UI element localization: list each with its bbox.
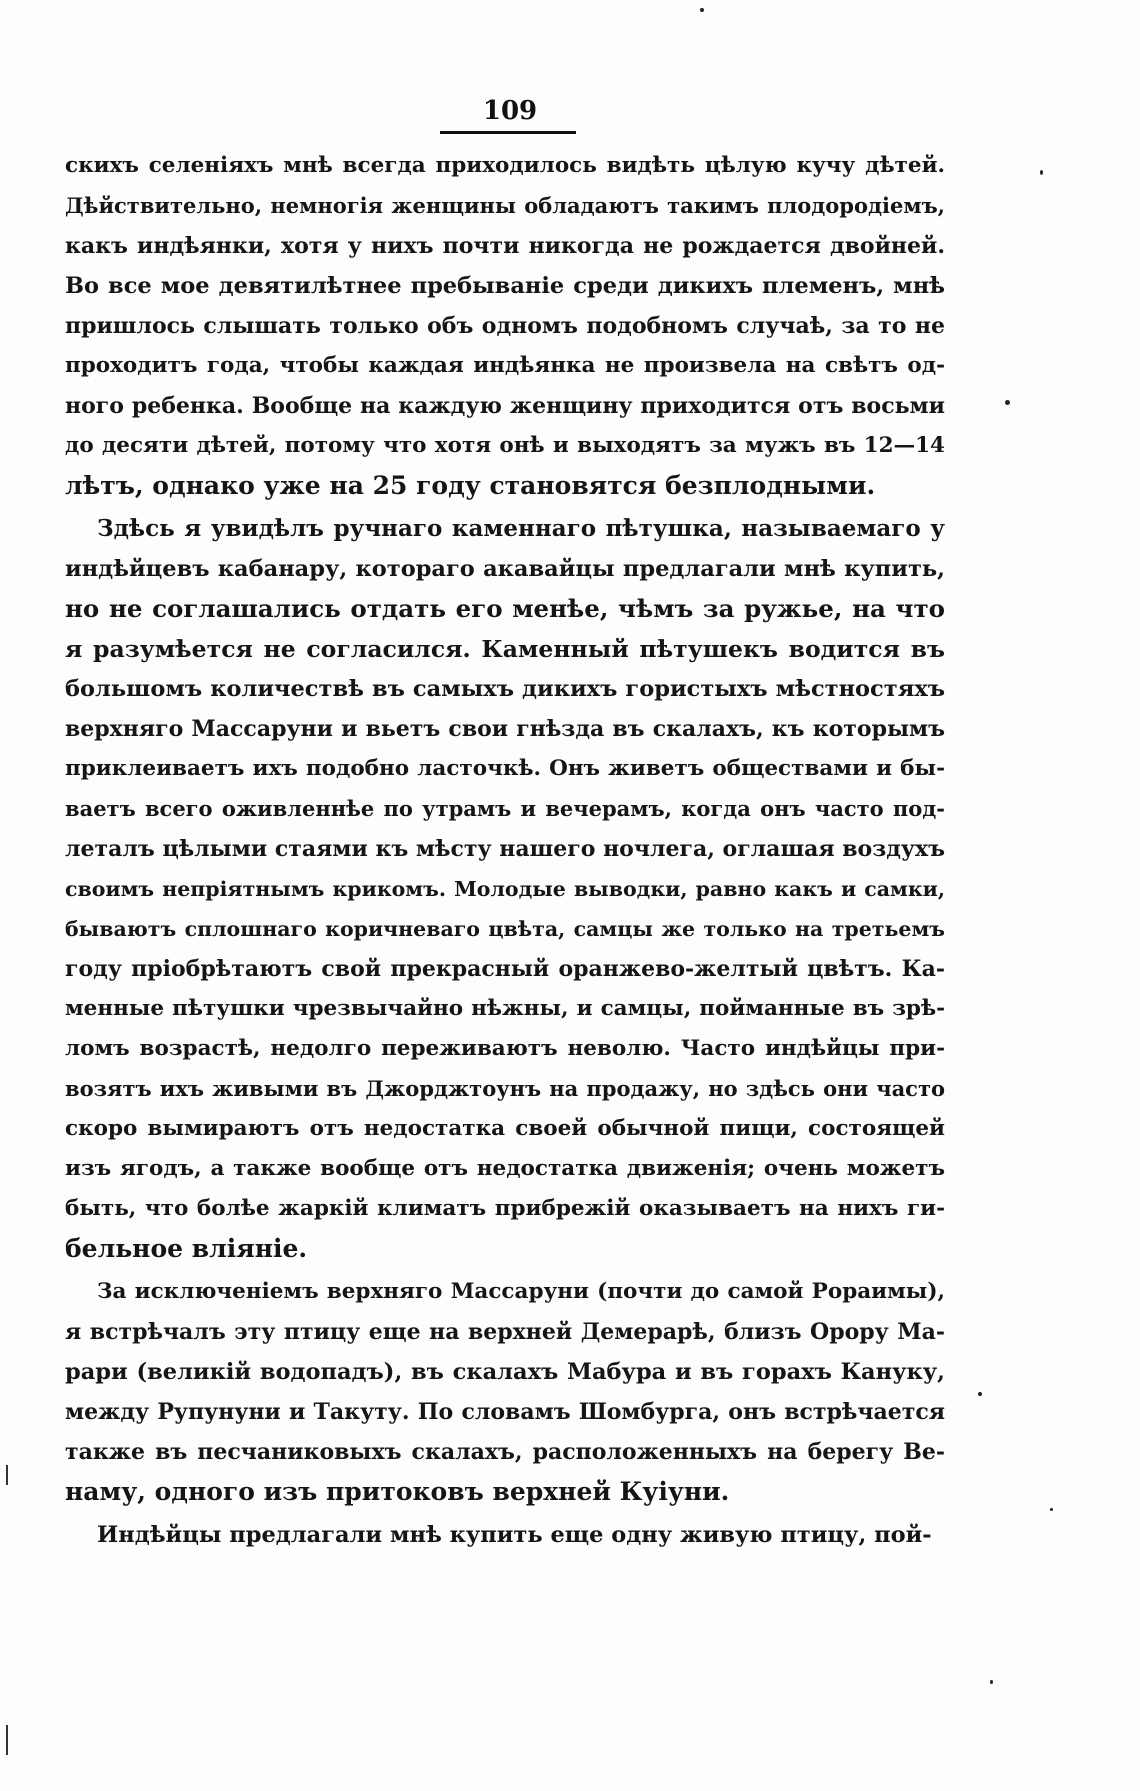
scan-speck bbox=[990, 1680, 993, 1684]
text-line: менные пѣтушки чрезвычайно нѣжны, и самцы, пойманные въ зрѣ- bbox=[65, 996, 945, 1021]
text-line: я встрѣчалъ эту птицу еще на верхней Демерарѣ, близъ Орору Ма- bbox=[65, 1319, 945, 1345]
text-line: верхняго Массаруни и вьетъ свои гнѣзда въ скалахъ, къ которымъ bbox=[65, 716, 945, 742]
text-line: возятъ ихъ живыми въ Джорджтоунъ на продажу, но здѣсь они часто bbox=[65, 1076, 945, 1101]
text-line: индѣйцевъ кабанару, котораго акавайцы предлагали мнѣ купить, bbox=[65, 556, 945, 582]
text-line: быть, что болѣе жаркій климатъ прибрежій оказываетъ на нихъ ги- bbox=[65, 1196, 945, 1221]
scan-speck bbox=[1040, 170, 1043, 175]
text-line: какъ индѣянки, хотя у нихъ почти никогда не рождается двойней. bbox=[65, 233, 945, 259]
text-line: проходитъ года, чтобы каждая индѣянка не произвела на свѣтъ од- bbox=[65, 353, 945, 378]
text-line: ваетъ всего оживленнѣе по утрамъ и вечерамъ, когда онъ часто под- bbox=[65, 796, 945, 821]
text-line: ного ребенка. Вообще на каждую женщину приходится отъ восьми bbox=[65, 393, 945, 419]
scan-speck bbox=[1005, 400, 1010, 405]
text-line: Во все мое девятилѣтнее пребываніе среди дикихъ племенъ, мнѣ bbox=[65, 273, 945, 299]
scan-edge-mark bbox=[6, 1725, 8, 1755]
text-line: За исключеніемъ верхняго Массаруни (почти до самой Рораимы), bbox=[97, 1279, 945, 1304]
text-line: скоро вымираютъ отъ недостатка своей обычной пищи, состоящей bbox=[65, 1116, 945, 1141]
text-line: пришлось слышать только объ одномъ подобномъ случаѣ, за то не bbox=[65, 313, 945, 339]
text-line: скихъ селеніяхъ мнѣ всегда приходилось видѣть цѣлую кучу дѣтей. bbox=[65, 153, 945, 178]
text-line: приклеиваетъ ихъ подобно ласточкѣ. Онъ живетъ обществами и бы- bbox=[65, 756, 945, 781]
text-line: бельное вліяніе. bbox=[65, 1234, 308, 1263]
scan-speck bbox=[700, 8, 704, 12]
scan-speck bbox=[1050, 1508, 1053, 1511]
text-line: ломъ возрастѣ, недолго переживаютъ неволю. Часто индѣйцы при- bbox=[65, 1036, 945, 1061]
scan-speck bbox=[978, 1392, 982, 1396]
body-text bbox=[65, 146, 945, 1555]
text-line: я разумѣется не согласился. Каменный пѣтушекъ водится въ bbox=[65, 635, 945, 663]
text-line: изъ ягодъ, а также вообще отъ недостатка движенія; очень можетъ bbox=[65, 1156, 945, 1181]
text-line: году пріобрѣтаютъ свой прекрасный оранжево-желтый цвѣтъ. Ка- bbox=[65, 956, 945, 982]
text-line: наму, одного изъ притоковъ верхней Куіуни. bbox=[65, 1477, 730, 1506]
text-line: своимъ непріятнымъ крикомъ. Молодые выводки, равно какъ и самки, bbox=[65, 877, 945, 901]
text-line: Индѣйцы предлагали мнѣ купить еще одну живую птицу, пой- bbox=[97, 1522, 932, 1548]
page-number: 109 bbox=[482, 96, 538, 126]
text-line: бываютъ сплошнаго коричневаго цвѣта, самцы же только на третьемъ bbox=[65, 917, 945, 941]
scan-edge-mark bbox=[6, 1465, 8, 1485]
text-line: до десяти дѣтей, потому что хотя онѣ и выходятъ за мужъ въ 12—14 bbox=[65, 433, 945, 458]
text-line: большомъ количествѣ въ самыхъ дикихъ гористыхъ мѣстностяхъ bbox=[65, 676, 945, 702]
text-line: но не соглашались отдать его менѣе, чѣмъ за ружье, на что bbox=[65, 594, 945, 623]
text-line: леталъ цѣлыми стаями къ мѣсту нашего ночлега, оглашая воздухъ bbox=[65, 836, 945, 862]
text-line: Здѣсь я увидѣлъ ручнаго каменнаго пѣтушка, называемаго у bbox=[97, 515, 945, 542]
text-line: между Рупунуни и Такуту. По словамъ Шомбурга, онъ встрѣчается bbox=[65, 1399, 945, 1425]
text-line: также въ песчаниковыхъ скалахъ, расположенныхъ на берегу Ве- bbox=[65, 1439, 945, 1465]
text-line: лѣтъ, однако уже на 25 году становятся безплодными. bbox=[65, 471, 876, 500]
text-line: Дѣйствительно, немногія женщины обладаютъ такимъ плодородіемъ, bbox=[65, 193, 945, 218]
page-number-rule bbox=[440, 131, 576, 134]
text-line: рари (великій водопадъ), въ скалахъ Мабура и въ горахъ Кануку, bbox=[65, 1359, 945, 1385]
